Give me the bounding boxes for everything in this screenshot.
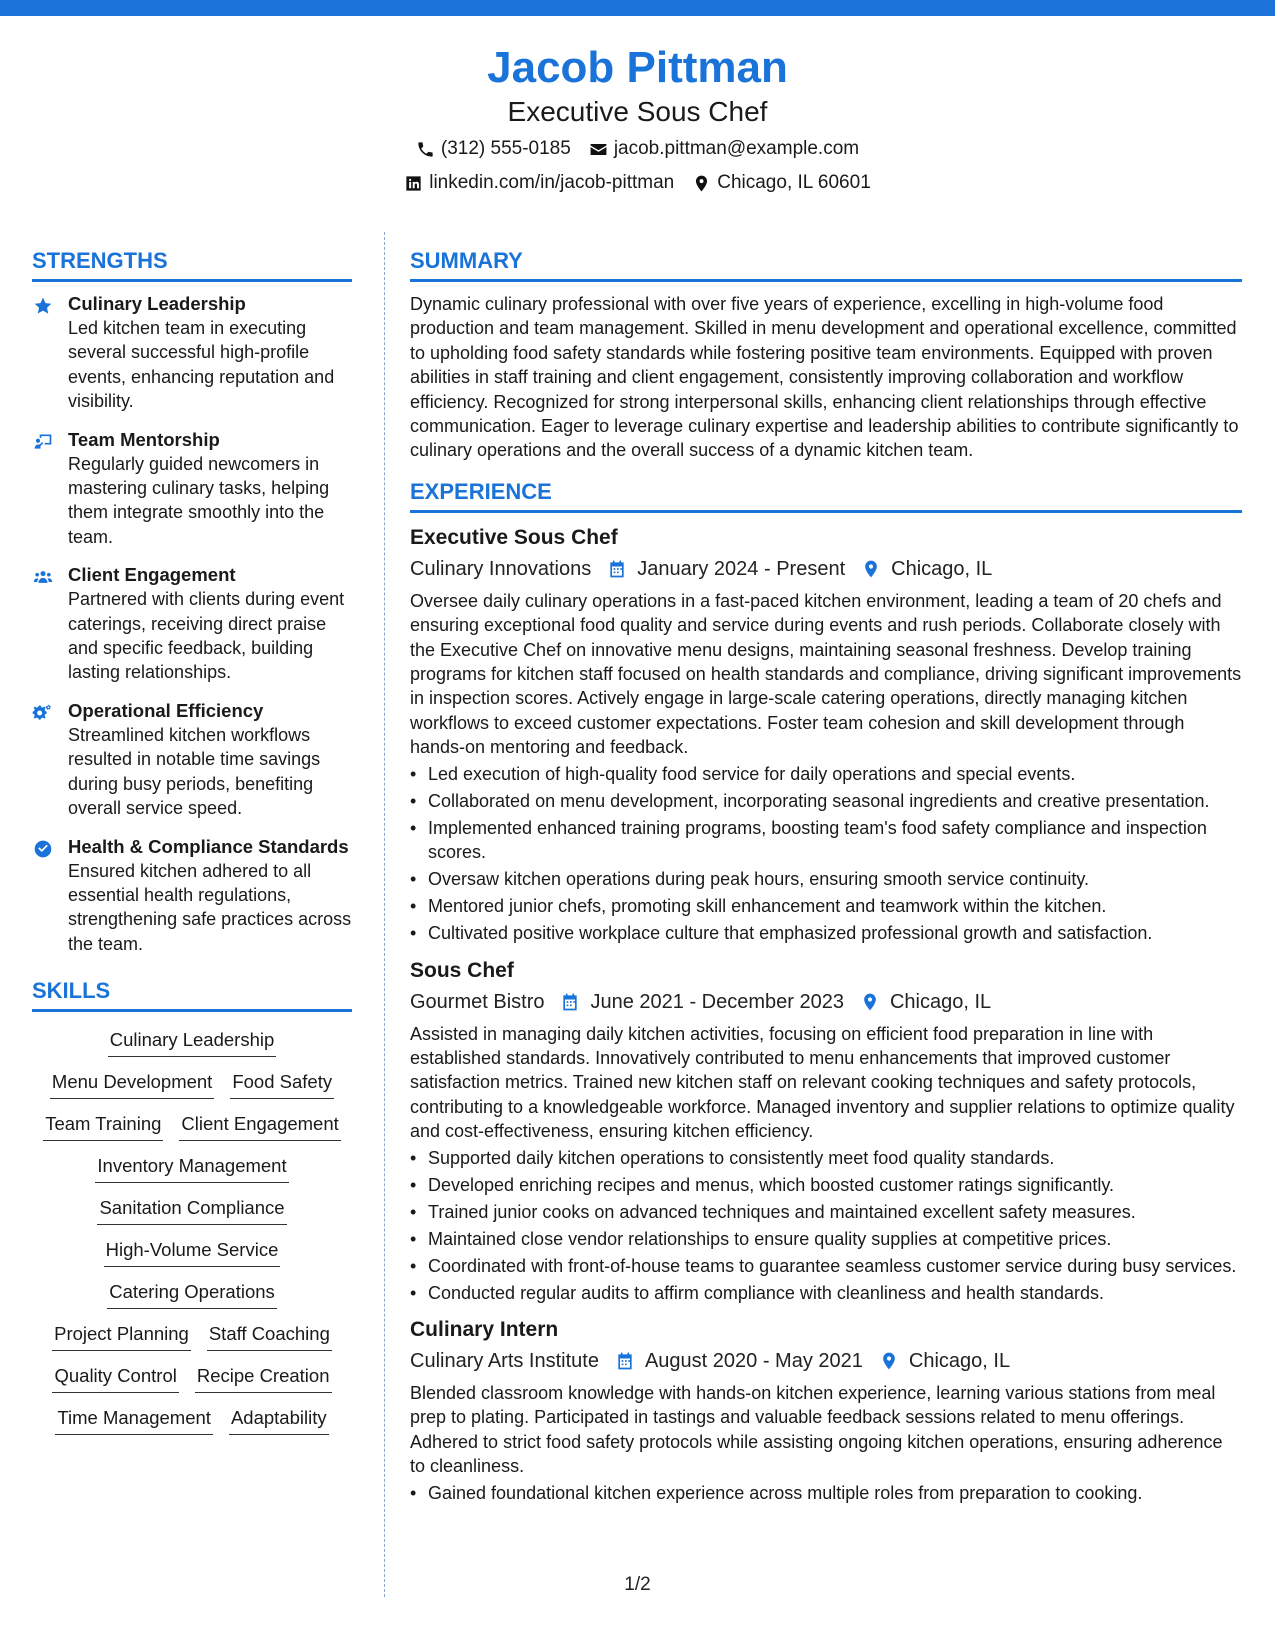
strength-title: Operational Efficiency	[68, 699, 264, 721]
summary-text: Dynamic culinary professional with over five years of experience, excelling in high-volume food production and team management. Skilled in menu development and operational excellence, committed to upholding food safety standards while fostering positive team environments. Equipped with proven abilities in staff training and client engagement, consistently improving collaboration and workflow efficiency. Recognized for strong interpersonal skills, enhancing client relationships through effective communication. Eager to leverage culinary expertise and leadership abilities to contribute significantly to culinary operations and the overall success of a dynamic kitchen team.	[410, 294, 1239, 461]
list-item: • Mentored junior chefs, promoting skill enhancement and teamwork within the kitchen.	[410, 894, 1242, 918]
check-circle-icon	[32, 839, 54, 859]
location-text: Chicago, IL 60601	[717, 172, 871, 193]
list-item: • Implemented enhanced training programs, boosting team's food safety compliance and inspection scores.	[410, 816, 1242, 865]
job-bullets	[410, 1146, 1242, 1305]
job-company: Culinary Arts Institute	[410, 1349, 599, 1372]
strength-desc: Led kitchen team in executing several successful high-profile events, enhancing reputation and visibility.	[68, 318, 335, 412]
presenter-icon	[32, 432, 54, 452]
map-pin-icon	[861, 559, 881, 579]
job-company: Culinary Innovations	[410, 557, 592, 580]
email-contact	[589, 134, 859, 164]
calendar-icon	[615, 1351, 635, 1371]
map-pin-icon	[879, 1351, 899, 1371]
contact-row-2	[0, 168, 1275, 198]
strength-item	[32, 563, 352, 685]
job-meta	[410, 553, 1242, 585]
strength-desc: Ensured kitchen adhered to all essential health regulations, strengthening safe practices across the team.	[68, 860, 352, 954]
page-number: 1/2	[624, 1574, 651, 1595]
candidate-title: Executive Sous Chef	[507, 96, 768, 127]
skill-tag: Food Safety	[230, 1068, 334, 1099]
strength-desc: Regularly guided newcomers in mastering culinary tasks, helping them integrate smoothly into the team.	[68, 453, 330, 547]
email-text: jacob.pittman@example.com	[613, 138, 860, 159]
candidate-name: Jacob Pittman	[487, 43, 788, 92]
list-item: • Led execution of high-quality food service for daily operations and special events.	[410, 762, 1242, 786]
location-contact	[692, 168, 871, 198]
linkedin-text: linkedin.com/in/jacob-pittman	[429, 172, 675, 193]
summary-heading: SUMMARY	[410, 246, 1242, 282]
strength-item	[32, 699, 352, 821]
skill-tag: Culinary Leadership	[108, 1026, 277, 1057]
job-bullets	[410, 1481, 1242, 1505]
job-description: Blended classroom knowledge with hands-on kitchen experience, learning various stations from meal prep to plating. Participated in tastings and valuable feedback sessions related to menu offerings. Adhered to strict food safety protocols while assisting ongoing kitchen operations, ensuring adherence to cleanliness.	[410, 1382, 1223, 1477]
right-column	[410, 246, 1242, 1515]
list-item: • Cultivated positive workplace culture that emphasized professional growth and satisfaction.	[410, 921, 1242, 945]
skill-tag: Team Training	[43, 1110, 163, 1141]
skills-heading: SKILLS	[32, 976, 352, 1012]
skills-list	[32, 1022, 352, 1435]
job-description: Assisted in managing daily kitchen activities, focusing on efficient food preparation in line with established standards. Innovatively contributed to menu enhancements that improved customer satisfaction metrics. Trained new kitchen staff on relevant cooking techniques and safety protocols, contributing to a knowledgeable workforce. Managed inventory and supplier relations to optimize quality and cost-effectiveness, ensuring kitchen efficiency.	[410, 1023, 1235, 1142]
job-meta	[410, 1345, 1242, 1377]
strength-item	[32, 292, 352, 414]
linkedin-icon	[404, 174, 423, 193]
job-dates: January 2024 - Present	[637, 557, 846, 580]
strength-title: Client Engagement	[68, 564, 236, 586]
skill-tag: Sanitation Compliance	[97, 1194, 286, 1225]
left-column	[32, 246, 352, 1446]
map-pin-icon	[860, 992, 880, 1012]
phone-icon	[416, 140, 435, 159]
list-item: • Collaborated on menu development, incorporating seasonal ingredients and creative presentation.	[410, 789, 1242, 813]
strength-desc: Streamlined kitchen workflows resulted in notable time savings during busy periods, benefiting overall service speed.	[68, 724, 321, 819]
skill-tag: High-Volume Service	[104, 1236, 281, 1267]
job-location: Chicago, IL	[891, 557, 993, 580]
job-location: Chicago, IL	[889, 990, 992, 1013]
skill-tag: Project Planning	[52, 1320, 191, 1351]
strength-title: Team Mentorship	[68, 428, 220, 450]
strength-title: Culinary Leadership	[68, 293, 246, 314]
users-icon	[32, 567, 54, 587]
job-entry	[410, 523, 1242, 946]
phone-contact	[416, 134, 571, 164]
list-item: • Oversaw kitchen operations during peak hours, ensuring smooth service continuity.	[410, 867, 1242, 891]
star-icon	[32, 296, 54, 316]
list-item: • Conducted regular audits to affirm compliance with cleanliness and health standards.	[410, 1281, 1242, 1305]
strength-title: Health & Compliance Standards	[68, 835, 349, 857]
calendar-icon	[560, 992, 580, 1012]
skill-tag: Recipe Creation	[195, 1362, 332, 1393]
job-dates: June 2021 - December 2023	[590, 990, 844, 1013]
list-item: • Maintained close vendor relationships to ensure quality supplies at competitive prices.	[410, 1227, 1242, 1251]
job-title: Executive Sous Chef	[410, 525, 618, 549]
phone-text: (312) 555-0185	[440, 138, 571, 159]
job-entry	[410, 1315, 1242, 1505]
strength-item	[32, 835, 352, 957]
list-item: • Supported daily kitchen operations to consistently meet food quality standards.	[410, 1146, 1242, 1170]
skill-tag: Catering Operations	[107, 1278, 277, 1309]
skill-tag: Adaptability	[229, 1404, 329, 1435]
skill-tag: Menu Development	[50, 1068, 214, 1099]
map-pin-icon	[692, 174, 711, 193]
job-title: Sous Chef	[410, 958, 514, 982]
top-accent-bar	[0, 0, 1275, 16]
skill-tag: Inventory Management	[95, 1152, 288, 1183]
skill-tag: Time Management	[55, 1404, 213, 1435]
job-bullets	[410, 762, 1242, 946]
list-item: • Trained junior cooks on advanced techniques and maintained excellent safety measures.	[410, 1200, 1242, 1224]
contact-row-1	[0, 134, 1275, 164]
strength-desc: Partnered with clients during event caterings, receiving direct praise and specific feedback, building lasting relationships.	[68, 589, 345, 683]
job-company: Gourmet Bistro	[410, 990, 545, 1013]
skill-tag: Quality Control	[52, 1362, 178, 1393]
skill-tag: Client Engagement	[179, 1110, 340, 1141]
calendar-icon	[607, 559, 627, 579]
resume-header	[0, 40, 1275, 198]
experience-heading: EXPERIENCE	[410, 477, 1242, 513]
envelope-icon	[589, 140, 608, 159]
skill-tag: Staff Coaching	[207, 1320, 332, 1351]
column-divider	[384, 232, 385, 1597]
gears-icon	[32, 703, 54, 723]
job-location: Chicago, IL	[908, 1349, 1011, 1372]
job-meta	[410, 986, 1242, 1018]
strength-item	[32, 428, 352, 550]
strengths-heading: STRENGTHS	[32, 246, 352, 282]
list-item: • Coordinated with front-of-house teams to guarantee seamless customer service during busy services.	[410, 1254, 1242, 1278]
job-title: Culinary Intern	[410, 1317, 559, 1341]
job-dates: August 2020 - May 2021	[644, 1349, 863, 1372]
list-item: • Developed enriching recipes and menus, which boosted customer ratings significantly.	[410, 1173, 1242, 1197]
job-entry	[410, 956, 1242, 1305]
linkedin-contact	[404, 168, 674, 198]
job-description: Oversee daily culinary operations in a fast-paced kitchen environment, leading a team of 20 chefs and ensuring exceptional food quality and service during events and rush periods. Collaborate closely with the Executive Chef on innovative menu designs, maintaining seasonal freshness. Develop training programs for kitchen staff focused on health standards and compliance, driving significant improvements in inspection scores. Actively engage in large-scale catering operations, directly managing kitchen workflows to exceed customer expectations. Foster team cohesion and skill development through hands-on mentoring and feedback.	[410, 590, 1242, 758]
list-item: • Gained foundational kitchen experience across multiple roles from preparation to cooking.	[410, 1481, 1242, 1505]
